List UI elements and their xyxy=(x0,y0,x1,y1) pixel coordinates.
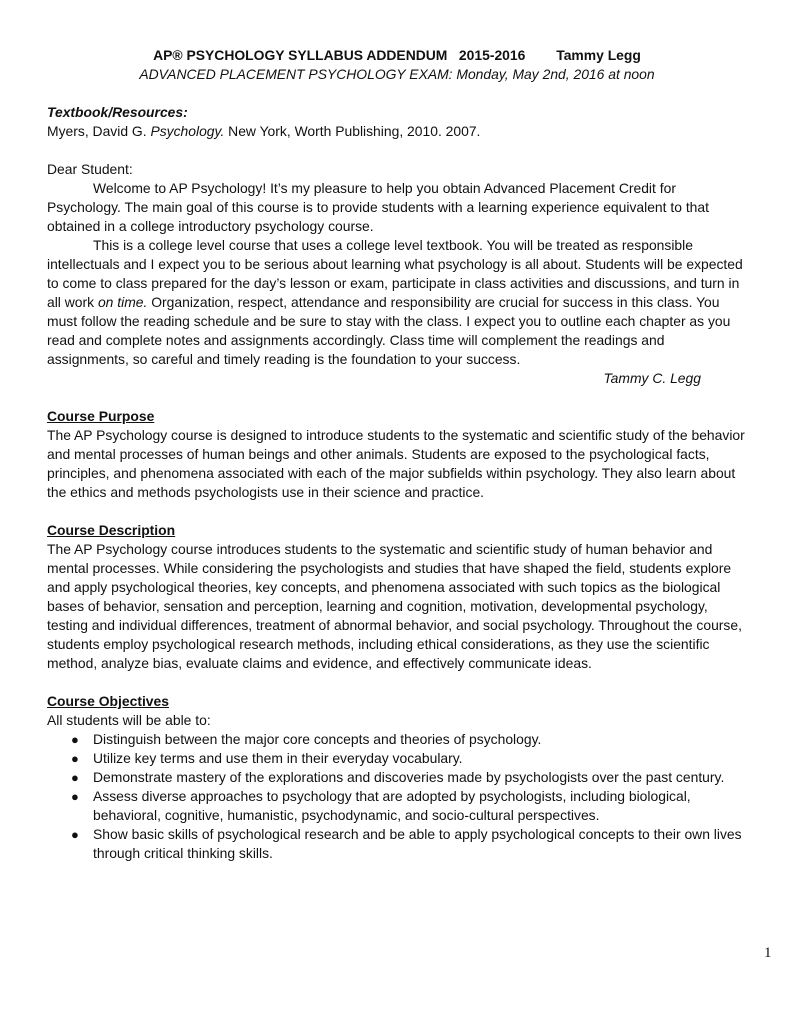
objective-text: Show basic skills of psychological research and be able to apply psychological concepts to their own lives through critical thinking skills. xyxy=(93,826,742,861)
letter-paragraph-1: Welcome to AP Psychology! It’s my pleasure to help you obtain Advanced Placement Credit for Psychology. The main goal of this course is to provide students with a learning experience equivalent to that obtained in a college introductory psychology course. xyxy=(47,180,709,234)
bullet-icon: ● xyxy=(71,751,79,766)
objective-text: Distinguish between the major core concepts and theories of psychology. xyxy=(93,731,542,747)
bullet-icon: ● xyxy=(71,770,79,785)
citation-author: Myers, David G. xyxy=(47,123,151,139)
course-objectives-heading: Course Objectives xyxy=(47,693,169,709)
objective-text: Utilize key terms and use them in their everyday vocabulary. xyxy=(93,750,463,766)
letter-paragraph-2 xyxy=(47,236,747,369)
list-item xyxy=(47,825,747,863)
course-purpose-heading: Course Purpose xyxy=(47,408,155,424)
list-item xyxy=(47,787,747,825)
list-item xyxy=(47,749,747,768)
textbook-label: Textbook/Resources: xyxy=(47,104,188,120)
document-page xyxy=(47,46,747,863)
course-objectives-intro: All students will be able to: xyxy=(47,712,211,728)
citation-title: Psychology. xyxy=(150,123,225,139)
page-number: 1 xyxy=(764,945,772,961)
list-item xyxy=(47,768,747,787)
list-item xyxy=(47,730,747,749)
objective-text: Assess diverse approaches to psychology that are adopted by psychologists, including biological, behavioral, cognitive, humanistic, psychodynamic, and socio-cultural perspectives. xyxy=(93,788,691,823)
citation-publisher: New York, Worth Publishing, 2010. 2007. xyxy=(224,123,481,139)
course-description-heading: Course Description xyxy=(47,522,176,538)
course-objectives-list xyxy=(47,730,747,863)
course-description-text: The AP Psychology course introduces students to the systematic and scientific study of human behavior and mental processes. While considering the psychologists and studies that have shaped the field, students explore and apply psychological theories, key concepts, and phenomena associated with such topics as the biological bases of behavior, sensation and perception, learning and cognition, motivation, developmental psychology, testing and individual differences, treatment of abnormal behavior, and social psychology. Throughout the course, students employ psychological research methods, including ethical considerations, as they use the scientific method, analyze bias, evaluate claims and evidence, and effectively communicate ideas. xyxy=(47,541,742,671)
letter-paragraph-2-emphasis: on time. xyxy=(97,294,148,310)
letter-signature: Tammy C. Legg xyxy=(603,370,701,386)
objective-text: Demonstrate mastery of the explorations and discoveries made by psychologists over the past century. xyxy=(93,769,725,785)
exam-date-line: ADVANCED PLACEMENT PSYCHOLOGY EXAM: Monday, May 2nd, 2016 at noon xyxy=(139,66,655,82)
textbook-citation xyxy=(47,122,747,141)
bullet-icon: ● xyxy=(71,789,79,804)
document-title: AP® PSYCHOLOGY SYLLABUS ADDENDUM 2015-2016 Tammy Legg xyxy=(153,47,641,63)
bullet-icon: ● xyxy=(71,732,79,747)
letter-paragraph-2-part-2: Organization, respect, attendance and responsibility are crucial for success in this class. You must follow the reading schedule and be sure to stay with the class. I expect you to outline each chapter as you read and complete notes and assignments accordingly. Class time will complement the readings and assignments, so careful and timely reading is the foundation to your success. xyxy=(47,294,731,367)
letter-paragraph-2-part-1: This is a college level course that uses a college level textbook. You will be treated as responsible intellectuals and I expect you to be serious about learning what psychology is all about. Students will be expected to come to class prepared for the day’s lesson or exam, participate in class activities and discussions, and turn in all work xyxy=(47,237,743,310)
course-purpose-text: The AP Psychology course is designed to introduce students to the systematic and scientific study of the behavior and mental processes of human beings and other animals. Students are exposed to the psychological facts, principles, and phenomena associated with each of the major subfields within psychology. They also learn about the ethics and methods psychologists use in their science and practice. xyxy=(47,427,745,500)
letter-greeting: Dear Student: xyxy=(47,161,133,177)
bullet-icon: ● xyxy=(71,827,79,842)
